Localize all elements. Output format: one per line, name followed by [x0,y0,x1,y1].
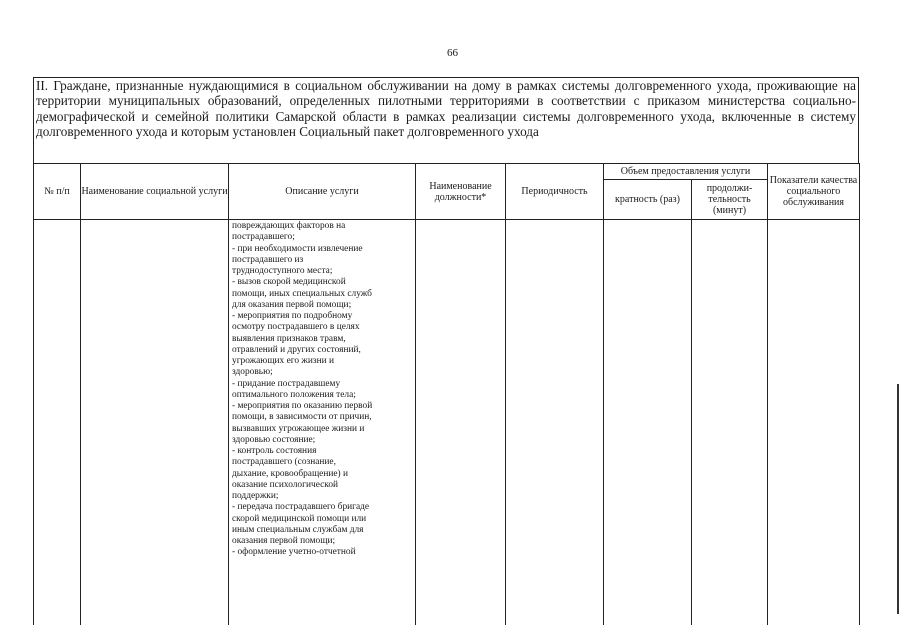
header-multiplicity: кратность (раз) [604,180,692,220]
description-line: выявления признаков травм, [232,333,346,344]
header-volume-group: Объем предоставления услуги [604,164,768,180]
description-line: - контроль состояния [232,446,317,456]
description-line: пострадавшего из [232,254,304,265]
description-line: - передача пострадавшего бригаде [232,502,370,513]
cell-service-name [81,220,229,626]
description-line: пострадавшего; [232,232,295,243]
description-line: иным специальным службам для [232,524,364,535]
description-line: повреждающих факторов на [232,221,346,231]
description-line: здоровью; [232,367,273,378]
description-line: угрожающих его жизни и [232,356,334,366]
description-line: - оформление учетно-отчетной [232,547,356,558]
header-quality: Показатели качества социального обслуживания [768,164,860,220]
header-description: Описание услуги [229,164,416,220]
description-line: - придание пострадавшему [232,378,341,389]
cell-multiplicity [604,220,692,626]
description-line: осмотру пострадавшего в целях [232,322,360,333]
description-line: оказание психологической [232,479,339,490]
cell-description [229,220,416,626]
description-text [229,220,415,559]
description-line: вызвавших угрожающее жизни и [232,423,365,434]
description-line: поддержки; [232,491,279,501]
description-line: помощи, иных специальных служб [232,288,372,299]
description-line: - вызов скорой медицинской [232,277,346,288]
description-line: труднодоступного места; [232,266,333,276]
description-line: помощи, в зависимости от причин, [232,412,372,423]
description-line: здоровью состояние; [232,434,316,445]
description-line: дыхание, кровообращение) и [232,468,349,479]
margin-line [897,384,899,614]
description-line: отравлений и других состояний, [232,344,361,355]
description-line: - мероприятия по оказанию первой [232,401,373,411]
cell-num [34,220,81,626]
header-num: № п/п [34,164,81,220]
description-line: оптимального положения тела; [232,389,356,400]
cell-duration [692,220,768,626]
description-line: для оказания первой помощи; [232,299,352,310]
description-line: оказания первой помощи; [232,536,336,546]
cell-position [416,220,506,626]
description-line: скорой медицинской помощи или [232,513,367,524]
cell-periodicity [506,220,604,626]
header-position: Наименование должности* [416,164,506,220]
header-duration: продолжи-тельность (минут) [692,180,768,220]
description-line: пострадавшего (сознание, [232,457,336,468]
description-line: - при необходимости извлечение [232,243,363,254]
cell-quality [768,220,860,626]
page-number: 66 [447,47,458,59]
section-heading: II. Граждане, признанные нуждающимися в социальном обслуживании на дому в рамках системы долговременного ухода, проживающие на территории муниципальных образований, определенных пилотными территориями в соответствии с приказом министерства социально-демографической и семейной политики Самарской области в рамках реализации системы долговременного ухода, включенные в систему долговременного ухода и которым установлен Социальный пакет долговременного ухода [33,77,859,163]
services-table [33,163,860,625]
header-service-name: Наименование социальной услуги [81,164,229,220]
description-line: - мероприятия по подробному [232,311,353,321]
header-periodicity: Периодичность [506,164,604,220]
